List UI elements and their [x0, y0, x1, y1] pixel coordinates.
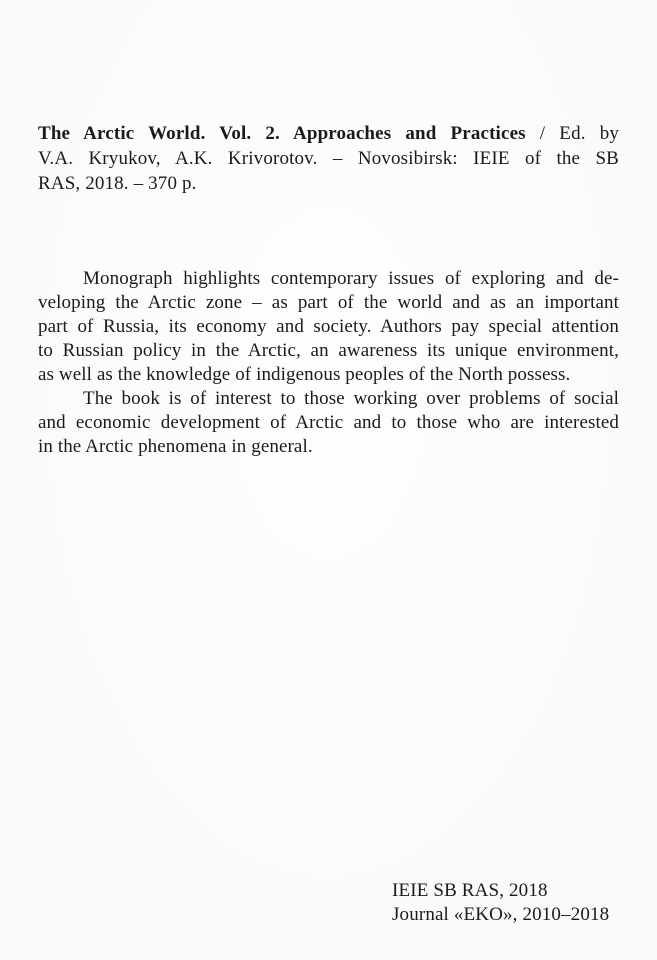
abstract-paragraph-1-line: to Russian policy in the Arctic, an awareness its unique environment,	[38, 340, 619, 361]
abstract-paragraph-2-line: in the Arctic phenomena in general.	[38, 436, 313, 457]
abstract-paragraph-1-line: Monograph highlights contemporary issues of exploring and de-	[83, 268, 619, 289]
abstract-paragraph-1-line: veloping the Arctic zone – as part of the world and as an important	[38, 292, 619, 313]
citation-line-1	[38, 121, 619, 146]
abstract-paragraph-2-line: The book is of interest to those working over problems of social	[83, 388, 619, 409]
abstract-paragraph-2-line: and economic development of Arctic and to those who are interested	[38, 412, 619, 433]
abstract	[38, 267, 619, 459]
imprint-journal-line: Journal «EKO», 2010–2018	[392, 904, 610, 925]
book-title: The Arctic World. Vol. 2. Approaches and Practices	[38, 123, 526, 144]
citation-editor-credit: / Ed. by	[539, 123, 620, 144]
citation-line-3: RAS, 2018. – 370 p.	[38, 173, 197, 194]
imprint	[392, 879, 609, 927]
abstract-paragraph-1-line: as well as the knowledge of indigenous peoples of the North possess.	[38, 364, 571, 385]
abstract-paragraph-1-line: part of Russia, its economy and society. Authors pay special attention	[38, 316, 619, 337]
citation-line-2: V.A. Kryukov, A.K. Krivorotov. – Novosibirsk: IEIE of the SB	[38, 148, 619, 169]
imprint-publisher-line: IEIE SB RAS, 2018	[392, 880, 548, 901]
book-citation	[38, 121, 619, 196]
